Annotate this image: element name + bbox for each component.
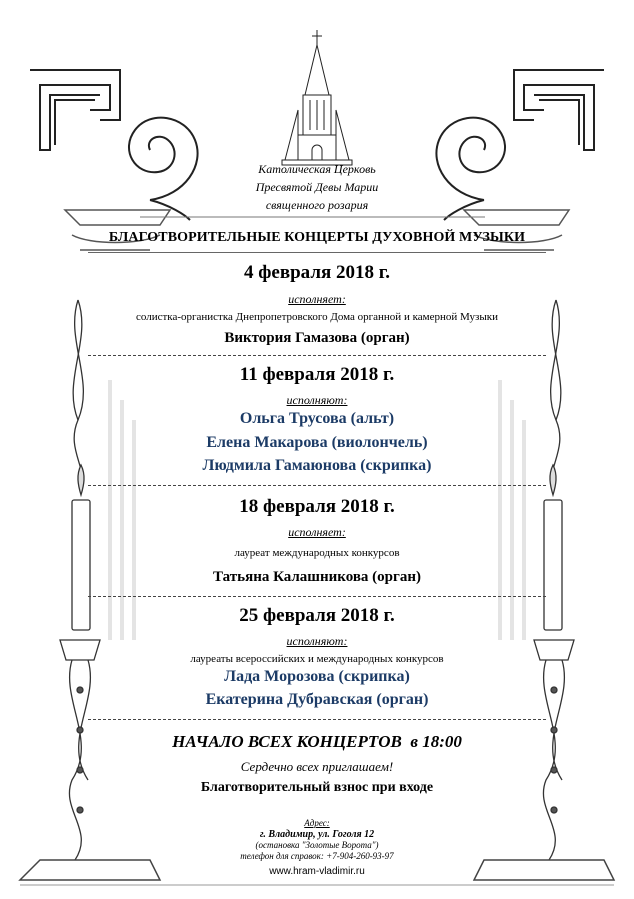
fee-notice: Благотворительный взнос при входе bbox=[200, 780, 434, 795]
performer-label: исполняют: bbox=[286, 634, 348, 648]
concert-date: 4 февраля 2018 г. bbox=[244, 262, 390, 283]
bus-stop: (остановка "Золотые Ворота") bbox=[255, 840, 379, 850]
artist-name: Лада Морозова (скрипка) bbox=[224, 668, 410, 685]
concert-date: 18 февраля 2018 г. bbox=[239, 496, 395, 517]
address-block bbox=[0, 818, 634, 862]
divider bbox=[88, 355, 546, 356]
address-line: г. Владимир, ул. Гоголя 12 bbox=[259, 829, 375, 840]
artist-name: Ольга Трусова (альт) bbox=[239, 410, 395, 427]
page-title: БЛАГОТВОРИТЕЛЬНЫЕ КОНЦЕРТЫ ДУХОВНОЙ МУЗЫКИ bbox=[108, 230, 526, 245]
artist-name: Виктория Гамазова (орган) bbox=[224, 330, 410, 346]
phone: телефон для справок: +7-904-260-93-97 bbox=[240, 851, 394, 861]
artist-name: Людмила Гамаюнова (скрипка) bbox=[202, 457, 432, 474]
artist-name: Татьяна Калашникова (орган) bbox=[213, 569, 421, 585]
performer-label: исполняют: bbox=[286, 393, 348, 407]
concert-date: 25 февраля 2018 г. bbox=[239, 605, 395, 626]
church-line-2: Пресвятой Девы Марии bbox=[255, 180, 379, 194]
cathedral-illustration bbox=[282, 30, 352, 165]
start-time-notice: НАЧАЛО ВСЕХ КОНЦЕРТОВ в 18:00 bbox=[172, 732, 462, 751]
website-link[interactable]: www.hram-vladimir.ru bbox=[269, 866, 365, 877]
performer-description: лауреаты всероссийских и международных конкурсов bbox=[190, 653, 444, 665]
concert-date: 11 февраля 2018 г. bbox=[239, 364, 395, 385]
performer-label: исполняет: bbox=[288, 292, 346, 306]
divider bbox=[88, 596, 546, 597]
performer-label: исполняет: bbox=[288, 525, 346, 539]
performer-description: солистка-органистка Днепропетровского Дома органной и камерной Музыки bbox=[135, 311, 498, 323]
artist-name: Екатерина Дубравская (орган) bbox=[205, 691, 429, 708]
address-label: Адрес: bbox=[304, 818, 330, 828]
divider bbox=[88, 719, 546, 720]
invitation-text: Сердечно всех приглашаем! bbox=[240, 759, 394, 774]
church-name bbox=[0, 160, 634, 214]
artist-name: Елена Макарова (виолончель) bbox=[206, 434, 428, 451]
performer-description: лауреат международных конкурсов bbox=[234, 547, 400, 559]
divider bbox=[88, 485, 546, 486]
church-line-3: священного розария bbox=[265, 198, 369, 212]
church-line-1: Католическая Церковь bbox=[258, 162, 376, 176]
divider bbox=[88, 252, 546, 253]
